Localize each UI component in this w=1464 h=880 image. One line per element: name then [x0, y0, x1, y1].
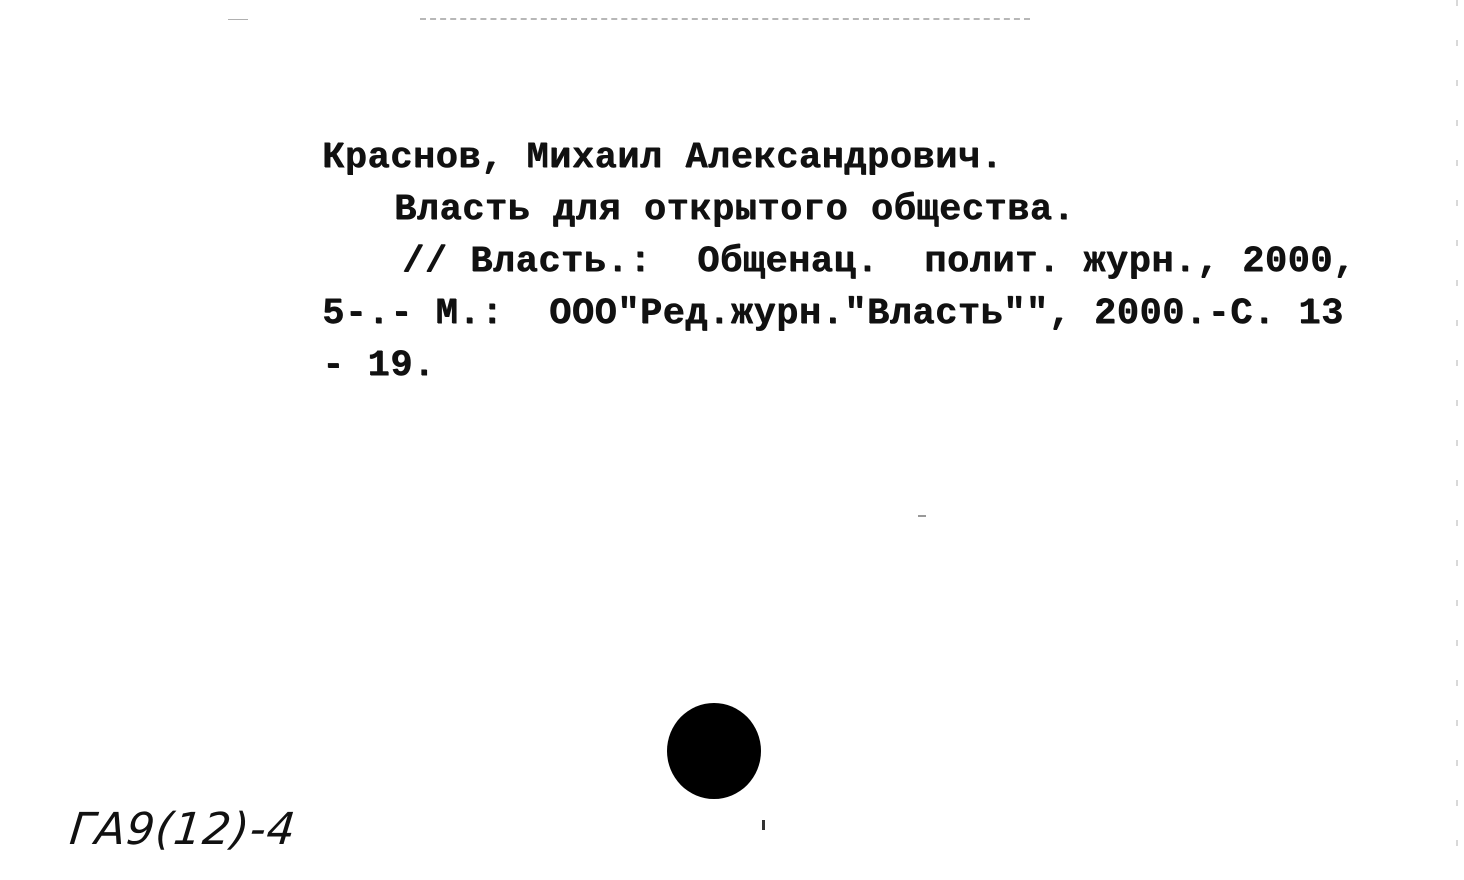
entry-pages: - 19.: [322, 345, 436, 387]
entry-source: // Власть.: Общенац. полит. журн., 2000,: [402, 241, 1356, 283]
scan-speck: [918, 515, 926, 517]
entry-title: Власть для открытого общества.: [394, 189, 1076, 231]
entry-author: Краснов, Михаил Александрович.: [322, 137, 1004, 179]
scan-artifact-dashed-line: [420, 18, 1030, 20]
scan-artifact-line: [228, 19, 248, 20]
bibliographic-entry: [322, 132, 1442, 392]
scan-speck: [762, 820, 765, 830]
handwritten-shelfmark: ГА9(12)-4: [67, 804, 299, 855]
entry-publication: 5-.- М.: ООО"Ред.журн."Власть"", 2000.-С. 13: [322, 293, 1344, 335]
scan-artifact-edge: [1456, 0, 1458, 880]
punch-hole: [667, 703, 761, 799]
